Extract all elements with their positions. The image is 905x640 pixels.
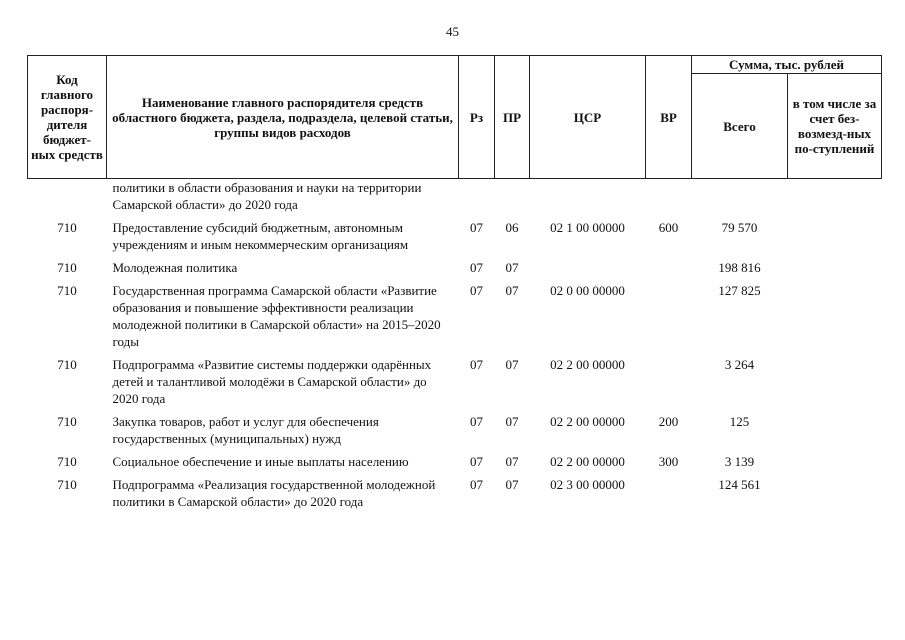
row-pr: 07 — [505, 477, 519, 492]
header-sum: Сумма, тыс. рублей — [692, 56, 882, 74]
row-pr: 07 — [505, 454, 519, 469]
row-vr — [646, 276, 692, 350]
header-csr: ЦСР — [530, 56, 646, 179]
row-total: 3 139 — [724, 454, 755, 469]
budget-table — [27, 55, 882, 510]
row-gratuitous — [788, 253, 882, 276]
row-code: 710 — [57, 414, 77, 429]
row-name: политики в области образования и науки на территории Самарской области» до 2020 года — [112, 180, 422, 212]
row-total: 198 816 — [718, 260, 761, 275]
header-rz: Рз — [459, 56, 495, 179]
table-body — [28, 179, 882, 511]
row-csr: 02 2 00 00000 — [550, 454, 625, 469]
row-total: 3 264 — [724, 357, 755, 372]
row-gratuitous — [788, 350, 882, 407]
table-row — [28, 253, 882, 276]
row-csr: 02 2 00 00000 — [550, 414, 625, 429]
row-code: 710 — [57, 283, 77, 298]
row-rz: 07 — [470, 454, 483, 469]
row-csr — [530, 253, 646, 276]
row-vr — [646, 350, 692, 407]
header-gratuitous: в том числе за счет без-возмезд-ных по-ступлений — [788, 74, 882, 179]
table-row — [28, 470, 882, 510]
row-total: 125 — [729, 414, 750, 429]
table-row — [28, 350, 882, 407]
row-vr — [646, 470, 692, 510]
row-gratuitous — [788, 276, 882, 350]
row-vr: 200 — [658, 414, 679, 429]
row-pr: 06 — [505, 220, 519, 235]
row-name: Закупка товаров, работ и услуг для обеспечения государственных (муниципальных) нужд — [112, 414, 379, 446]
row-gratuitous — [788, 470, 882, 510]
row-name: Подпрограмма «Развитие системы поддержки одарённых детей и талантливой молодёжи в Самарской области» до 2020 года — [112, 357, 432, 406]
row-pr: 07 — [505, 260, 519, 275]
header-vr: ВР — [646, 56, 692, 179]
row-pr: 07 — [505, 283, 519, 298]
row-gratuitous — [788, 407, 882, 447]
header-total: Всего — [692, 74, 788, 179]
row-pr — [495, 179, 530, 214]
row-pr: 07 — [505, 357, 519, 372]
table-row — [28, 407, 882, 447]
row-code: 710 — [57, 220, 77, 235]
row-vr — [646, 253, 692, 276]
row-csr: 02 1 00 00000 — [550, 220, 625, 235]
table-row — [28, 179, 882, 214]
table-row — [28, 276, 882, 350]
row-code: 710 — [57, 454, 77, 469]
table-header — [28, 56, 882, 179]
row-vr: 600 — [658, 220, 679, 235]
row-code: 710 — [57, 357, 77, 372]
row-pr: 07 — [505, 414, 519, 429]
row-csr: 02 3 00 00000 — [550, 477, 625, 492]
row-rz: 07 — [470, 283, 483, 298]
row-code — [28, 179, 107, 214]
row-csr — [530, 179, 646, 214]
row-name: Молодежная политика — [112, 260, 238, 275]
row-rz — [459, 179, 495, 214]
row-gratuitous — [788, 447, 882, 470]
row-rz: 07 — [470, 220, 483, 235]
row-name: Предоставление субсидий бюджетным, автономным учреждениям и иным некоммерческим организациям — [112, 220, 409, 252]
row-rz: 07 — [470, 260, 483, 275]
row-vr — [646, 179, 692, 214]
header-code: Код главного распоря-дителя бюджет-ных средств — [28, 56, 107, 179]
row-code: 710 — [57, 260, 77, 275]
row-rz: 07 — [470, 414, 483, 429]
table-row — [28, 213, 882, 253]
row-rz: 07 — [470, 357, 483, 372]
row-rz: 07 — [470, 477, 483, 492]
row-vr: 300 — [658, 454, 679, 469]
row-name: Социальное обеспечение и иные выплаты населению — [112, 454, 409, 469]
row-gratuitous — [788, 179, 882, 214]
row-csr: 02 2 00 00000 — [550, 357, 625, 372]
table-row — [28, 447, 882, 470]
row-name: Государственная программа Самарской области «Развитие образования и повышение эффективности реализации молодежной политики в Самарской области» на 2015–2020 годы — [112, 283, 441, 349]
row-total: 79 570 — [721, 220, 758, 235]
row-csr: 02 0 00 00000 — [550, 283, 625, 298]
page-number: 45 — [446, 24, 459, 39]
header-pr: ПР — [495, 56, 530, 179]
row-total: 127 825 — [718, 283, 761, 298]
row-total — [692, 179, 788, 214]
header-name: Наименование главного распорядителя средств областного бюджета, раздела, подраздела, целевой статьи, группы видов расходов — [107, 56, 459, 179]
row-gratuitous — [788, 213, 882, 253]
row-total: 124 561 — [718, 477, 761, 492]
row-name: Подпрограмма «Реализация государственной молодежной политики в Самарской области» до 2020 года — [112, 477, 436, 509]
row-code: 710 — [57, 477, 77, 492]
